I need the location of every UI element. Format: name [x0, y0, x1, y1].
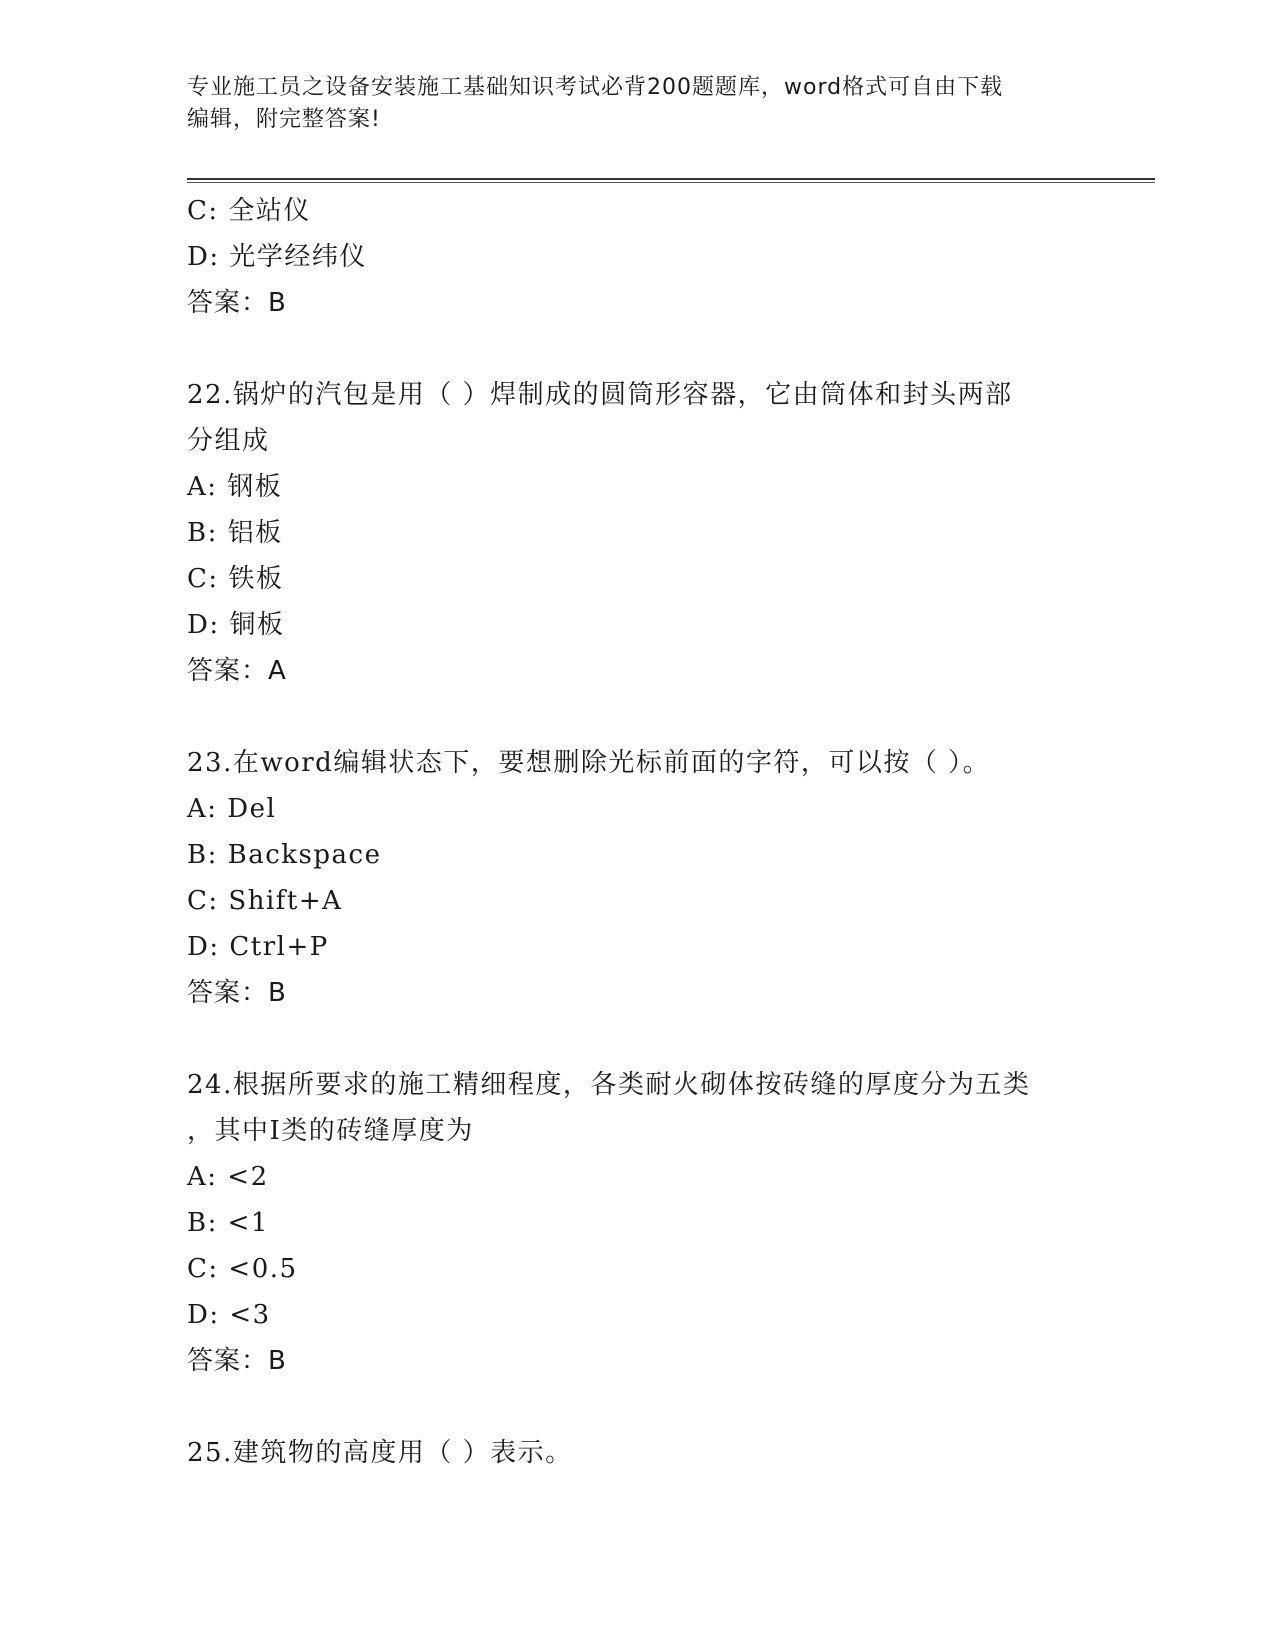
header-line-2: 编辑，附完整答案! [187, 107, 381, 132]
option-c: C: 铁板 [187, 564, 284, 594]
question-stem: 22.锅炉的汽包是用（ ）焊制成的圆筒形容器，它由筒体和封头两部 [187, 380, 1013, 410]
question-21-tail [187, 188, 1087, 326]
option-b: B: Backspace [187, 840, 382, 870]
answer: 答案：B [187, 978, 287, 1008]
option-a: A: Del [187, 794, 277, 824]
document-header [187, 72, 1067, 136]
option-c: C: 全站仪 [187, 196, 311, 226]
question-stem-cont: ，其中Ⅰ类的砖缝厚度为 [187, 1116, 474, 1146]
option-b: B: 铝板 [187, 518, 283, 548]
header-rule-thin [187, 182, 1155, 183]
question-23 [187, 740, 1087, 1016]
header-rule-thick [187, 178, 1155, 180]
question-24 [187, 1062, 1087, 1384]
option-a: A: 钢板 [187, 472, 283, 502]
question-list [187, 188, 1087, 1476]
option-d: D: Ctrl+P [187, 932, 329, 962]
answer: 答案：B [187, 1346, 287, 1376]
option-d: D: 铜板 [187, 610, 285, 640]
answer: 答案：A [187, 656, 287, 686]
question-stem: 23.在word编辑状态下，要想删除光标前面的字符，可以按（ ）。 [187, 748, 991, 778]
spacer [187, 1016, 1087, 1062]
option-a: A: <2 [187, 1162, 269, 1192]
spacer [187, 1384, 1087, 1430]
header-line-1: 专业施工员之设备安装施工基础知识考试必背200题题库，word格式可自由下载 [187, 75, 1004, 100]
question-stem: 24.根据所要求的施工精细程度，各类耐火砌体按砖缝的厚度分为五类 [187, 1070, 1031, 1100]
spacer [187, 326, 1087, 372]
option-c: C: Shift+A [187, 886, 343, 916]
question-stem: 25.建筑物的高度用（ ）表示。 [187, 1438, 573, 1468]
option-d: D: 光学经纬仪 [187, 242, 367, 272]
option-d: D: <3 [187, 1300, 271, 1330]
spacer [187, 694, 1087, 740]
question-25 [187, 1430, 1087, 1476]
option-c: C: <0.5 [187, 1254, 298, 1284]
option-b: B: <1 [187, 1208, 269, 1238]
answer: 答案：B [187, 288, 287, 318]
question-22 [187, 372, 1087, 694]
question-stem-cont: 分组成 [187, 426, 270, 456]
